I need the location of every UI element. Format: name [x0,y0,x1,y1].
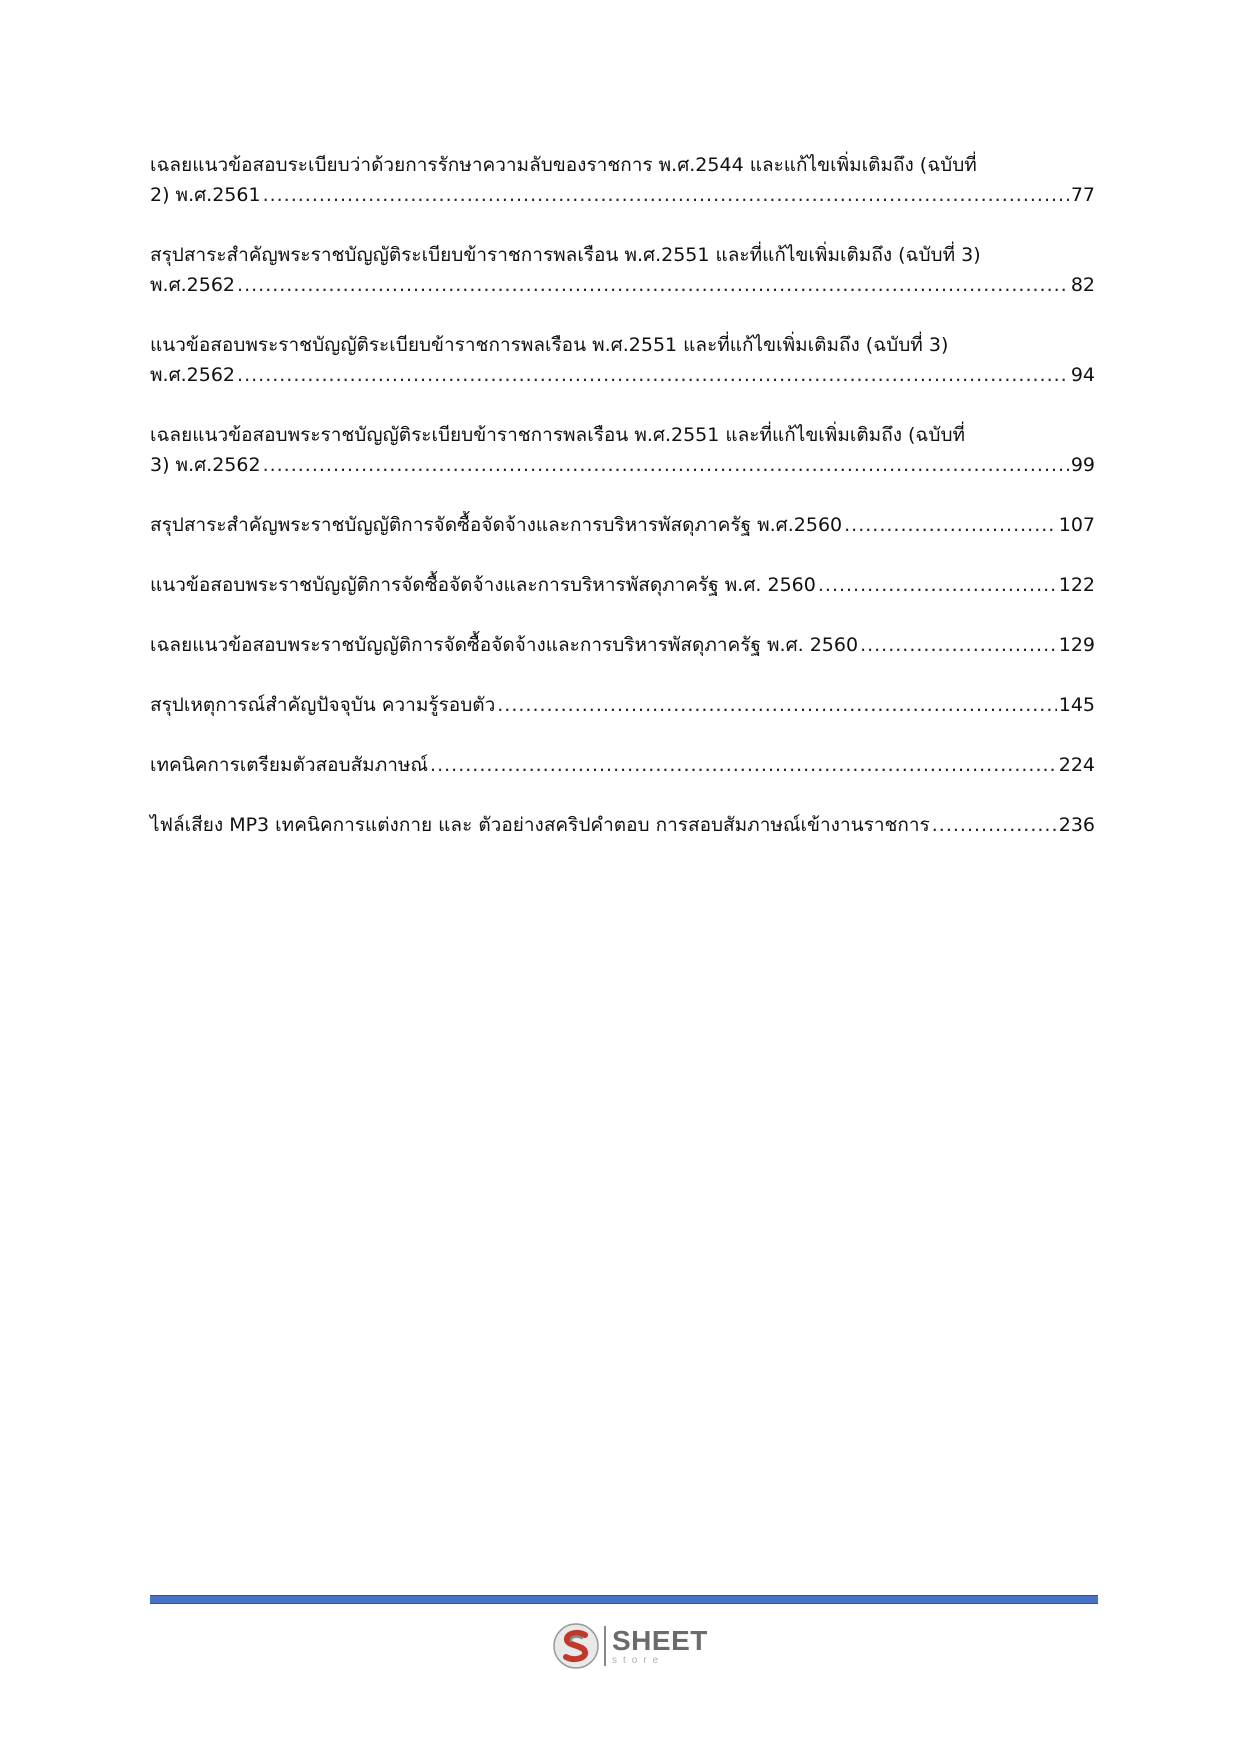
toc-entry[interactable] [150,630,1095,660]
toc-page-number: 94 [1070,364,1095,386]
logo-sub-text: store [612,1654,665,1666]
toc-page-number: 129 [1058,634,1095,656]
toc-page-number: 77 [1070,184,1095,206]
dot-leader [497,690,1056,720]
toc-entry-title-cont: พ.ศ.2562 [150,274,236,296]
toc-entry[interactable] [150,510,1095,540]
logo-brand-text: SHEET [612,1624,708,1656]
dot-leader [263,180,1069,210]
toc-entry[interactable] [150,240,1095,300]
sheet-store-s-icon [552,1622,600,1670]
toc-entry-title: สรุปสาระสำคัญพระราชบัญญัติการจัดซื้อจัดจ้างและการบริหารพัสดุภาครัฐ พ.ศ.2560 [150,514,843,536]
table-of-contents [150,150,1095,870]
dot-leader [818,570,1057,600]
toc-page-number: 224 [1058,754,1095,776]
dot-leader [844,510,1057,540]
toc-entry[interactable] [150,810,1095,840]
toc-entry-title-cont: 2) พ.ศ.2561 [150,184,261,206]
dot-leader [932,810,1057,840]
toc-entry-title: สรุปสาระสำคัญพระราชบัญญัติระเบียบข้าราชการพลเรือน พ.ศ.2551 และที่แก้ไขเพิ่มเติมถึง (ฉบับที่ 3) [150,244,981,266]
dot-leader [860,630,1057,660]
toc-entry-title: เฉลยแนวข้อสอบพระราชบัญญัติการจัดซื้อจัดจ้างและการบริหารพัสดุภาครัฐ พ.ศ. 2560 [150,634,859,656]
toc-entry[interactable] [150,570,1095,600]
toc-entry-title: สรุปเหตุการณ์สำคัญปัจจุบัน ความรู้รอบตัว [150,694,496,716]
toc-entry-title: ไฟล์เสียง MP3 เทคนิคการแต่งกาย และ ตัวอย่างสคริปคำตอบ การสอบสัมภาษณ์เข้างานราชการ [150,814,930,836]
toc-entry-title-cont: 3) พ.ศ.2562 [150,454,261,476]
dot-leader [263,450,1069,480]
footer-rule [150,1595,1098,1604]
toc-entry[interactable] [150,750,1095,780]
toc-entry[interactable] [150,150,1095,210]
dot-leader [237,360,1069,390]
toc-page-number: 82 [1070,274,1095,296]
sheet-store-logo [552,1620,708,1672]
toc-entry[interactable] [150,330,1095,390]
toc-page-number: 107 [1058,514,1095,536]
toc-entry-title: เทคนิคการเตรียมตัวสอบสัมภาษณ์ [150,754,429,776]
toc-entry-title: แนวข้อสอบพระราชบัญญัติการจัดซื้อจัดจ้างและการบริหารพัสดุภาครัฐ พ.ศ. 2560 [150,574,816,596]
toc-page-number: 145 [1058,694,1095,716]
dot-leader [237,270,1069,300]
toc-page-number: 122 [1058,574,1095,596]
toc-entry-title: เฉลยแนวข้อสอบพระราชบัญญัติระเบียบข้าราชการพลเรือน พ.ศ.2551 และที่แก้ไขเพิ่มเติมถึง (ฉบับที่ [150,424,966,446]
dot-leader [430,750,1057,780]
toc-entry[interactable] [150,690,1095,720]
toc-entry[interactable] [150,420,1095,480]
toc-entry-title-cont: พ.ศ.2562 [150,364,236,386]
toc-page-number: 99 [1070,454,1095,476]
logo-divider [604,1626,606,1666]
toc-page-number: 236 [1058,814,1095,836]
toc-entry-title: แนวข้อสอบพระราชบัญญัติระเบียบข้าราชการพลเรือน พ.ศ.2551 และที่แก้ไขเพิ่มเติมถึง (ฉบับที่ 3) [150,334,949,356]
toc-entry-title: เฉลยแนวข้อสอบระเบียบว่าด้วยการรักษาความลับของราชการ พ.ศ.2544 และแก้ไขเพิ่มเติมถึง (ฉบับที่ [150,154,977,176]
